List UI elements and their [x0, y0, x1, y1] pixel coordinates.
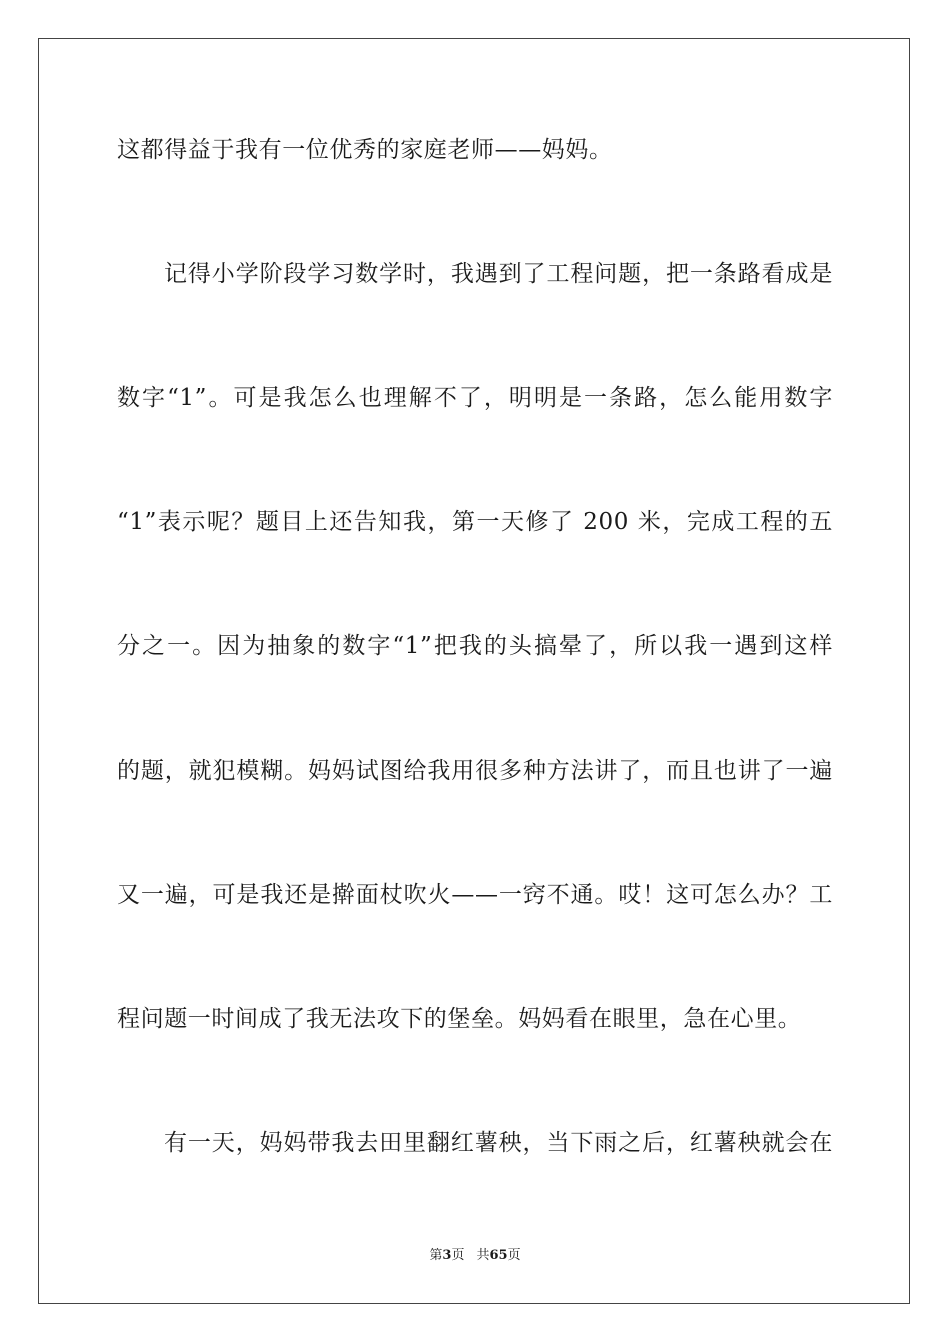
- total-suffix: 页: [507, 1248, 521, 1263]
- paragraph-line-3: 数字“1”。可是我怎么也理解不了，明明是一条路，怎么能用数字: [117, 385, 833, 411]
- page-current: 3: [442, 1248, 452, 1263]
- page-prefix: 第: [429, 1248, 443, 1263]
- paragraph-line-7: 又一遍，可是我还是擀面杖吹火——一窍不通。哎！这可怎么办？工: [117, 882, 833, 908]
- page-border: [38, 38, 910, 1304]
- total-prefix: 共: [476, 1248, 490, 1263]
- paragraph-line-5: 分之一。因为抽象的数字“1”把我的头搞晕了，所以我一遇到这样: [117, 633, 833, 659]
- paragraph-line-1: 这都得益于我有一位优秀的家庭老师——妈妈。: [117, 137, 613, 163]
- paragraph-line-2: 记得小学阶段学习数学时，我遇到了工程问题，把一条路看成是: [164, 261, 833, 287]
- page-footer: [0, 1248, 950, 1264]
- paragraph-line-6: 的题，就犯模糊。妈妈试图给我用很多种方法讲了，而且也讲了一遍: [117, 758, 833, 784]
- page-suffix: 页: [451, 1248, 465, 1263]
- paragraph-line-4: “1”表示呢？题目上还告知我，第一天修了 200 米，完成工程的五: [117, 509, 833, 535]
- paragraph-line-9: 有一天，妈妈带我去田里翻红薯秧，当下雨之后，红薯秧就会在: [164, 1130, 833, 1156]
- page-total: 65: [489, 1248, 508, 1263]
- paragraph-line-8: 程问题一时间成了我无法攻下的堡垒。妈妈看在眼里，急在心里。: [117, 1006, 802, 1032]
